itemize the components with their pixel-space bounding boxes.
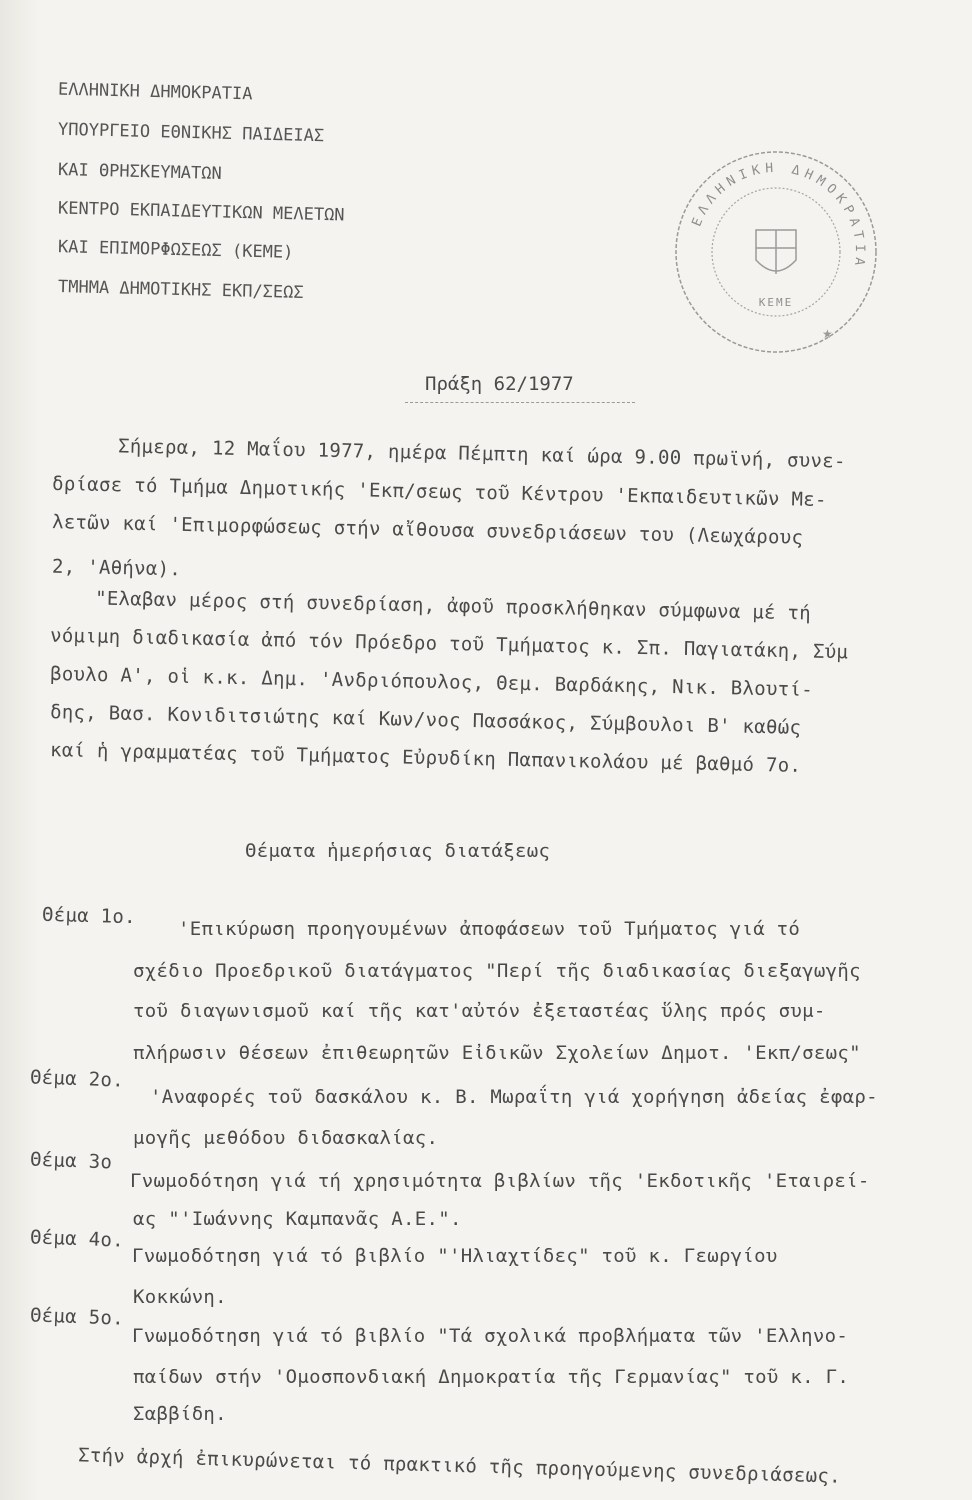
agenda-item-line: Σαββίδη. xyxy=(133,1403,227,1425)
agenda-heading: Θέματα ἡμερήσιας διατάξεως xyxy=(245,840,551,862)
agenda-item-label: Θέμα 4ο. xyxy=(29,1226,125,1252)
letterhead-line: ΚΕΝΤΡΟ ΕΚΠΑΙΔΕΥΤΙΚΩΝ ΜΕΛΕΤΩΝ xyxy=(57,198,345,226)
official-seal-stamp xyxy=(672,148,880,356)
agenda-item-line: παίδων στήν 'Ομοσπονδιακή Δημοκρατία τῆς Γερμανίας" τοῦ κ. Γ. xyxy=(133,1366,850,1388)
agenda-item-line: ας "'Ιωάννης Καμπανᾶς Α.Ε.". xyxy=(133,1208,462,1230)
svg-text:ΕΛΛΗΝΙΚΗ ΔΗΜΟΚΡΑΤΙΑ: ΕΛΛΗΝΙΚΗ ΔΗΜΟΚΡΑΤΙΑ xyxy=(689,160,868,272)
agenda-item-line: Γνωμοδότηση γιά τό βιβλίο "Τά σχολικά προβλήματα τῶν 'Ελληνο- xyxy=(132,1325,849,1347)
agenda-item-label: Θέμα 5ο. xyxy=(29,1304,125,1330)
letterhead-line: ΚΑΙ ΘΡΗΣΚΕΥΜΑΤΩΝ xyxy=(57,160,222,184)
agenda-item-label: Θέμα 3ο xyxy=(29,1148,113,1174)
letterhead-line: ΕΛΛΗΝΙΚΗ ΔΗΜΟΚΡΑΤΙΑ xyxy=(57,79,253,105)
agenda-item-line: Κοκκώνη. xyxy=(133,1286,227,1308)
paragraph-line: 2, 'Αθήνα). xyxy=(51,555,182,581)
agenda-item-label: Θέμα 2ο. xyxy=(29,1066,125,1092)
agenda-item-line: 'Επικύρωση προηγουμένων ἀποφάσεων τοῦ Τμήματος γιά τό xyxy=(178,918,801,940)
agenda-item-line: σχέδιο Προεδρικοῦ διατάγματος "Περί τῆς διαδικασίας διεξαγωγῆς xyxy=(133,960,861,982)
letterhead-line: ΥΠΟΥΡΓΕΙΟ ΕΘΝΙΚΗΣ ΠΑΙΔΕΙΑΣ xyxy=(57,119,325,147)
paragraph-line: Σήμερα, 12 Μαΐου 1977, ημέρα Πέμπτη καί ώρα 9.00 πρωϊνή, συνε- xyxy=(117,435,846,473)
scan-edge-shadow xyxy=(0,0,40,1500)
agenda-item-line: τοῦ διαγωνισμοῦ καί τῆς κατ'αὐτόν ἐξεταστέας ὕλης πρός συμ- xyxy=(133,1000,826,1022)
agenda-item-line: πλήρωσιν θέσεων ἐπιθεωρητῶν Εἰδικῶν Σχολείων Δημοτ. 'Εκπ/σεως" xyxy=(133,1042,861,1064)
agenda-item-line: μογῆς μεθόδου διδασκαλίας. xyxy=(133,1127,439,1149)
svg-text:★: ★ xyxy=(822,327,833,341)
svg-text:ΚΕΜΕ: ΚΕΜΕ xyxy=(758,296,794,309)
paragraph-line: δρίασε τό Τμήμα Δημοτικής 'Εκπ/σεως τοῦ Κέντρου 'Εκπαιδευτικῶν Με- xyxy=(51,472,827,512)
paragraph-line: νόμιμη διαδικασία ἀπό τόν Πρόεδρο τοῦ Τμήματος κ. Σπ. Παγιατάκη, Σύμ xyxy=(49,624,849,664)
title-underline xyxy=(405,402,635,403)
agenda-item-label: Θέμα 1ο. xyxy=(41,903,137,929)
paragraph-line: λετῶν καί 'Επιμορφώσεως στήν αἴθουσα συνεδριάσεων του (Λεωχάρους xyxy=(51,511,804,549)
paragraph-line: βουλο Α', οἱ κ.κ. Δημ. 'Ανδριόπουλος, Θεμ. Βαρδάκης, Νικ. Βλουτί- xyxy=(49,663,814,701)
letterhead-line: ΤΜΗΜΑ ΔΗΜΟΤΙΚΗΣ ΕΚΠ/ΣΕΩΣ xyxy=(57,277,304,303)
agenda-item-line: Γνωμοδότηση γιά τή χρησιμότητα βιβλίων τῆς 'Εκδοτικῆς 'Εταιρεί- xyxy=(130,1170,870,1192)
paragraph-line: καί ἡ γραμματέας τοῦ Τμήματος Εὐρυδίκη Παπανικολάου μέ βαθμό 7ο. xyxy=(49,739,802,777)
paragraph-line: "Ελαβαν μέρος στή συνεδρίαση, ἀφοῦ προσκλήθηκαν σύμφωνα μέ τή xyxy=(94,587,812,625)
agenda-item-line: 'Αναφορές τοῦ δασκάλου κ. Β. Μωραΐτη γιά χορήγηση ἀδείας ἐφαρ- xyxy=(150,1086,878,1108)
paragraph-line: δης, Βασ. Κονιδιτσιώτης καί Κων/νος Πασσάκος, Σύμβουλοι Β' καθώς xyxy=(49,701,802,739)
letterhead-line: ΚΑΙ ΕΠΙΜΟΡΦΩΣΕΩΣ (ΚΕΜΕ) xyxy=(57,237,294,263)
agenda-item-line: Γνωμοδότηση γιά τό βιβλίο "'Ηλιαχτίδες" τοῦ κ. Γεωργίου xyxy=(132,1245,778,1267)
act-title: Πράξη 62/1977 xyxy=(425,373,574,395)
closing-line: Στήν ἀρχή ἐπικυρώνεται τό πρακτικό τῆς προηγούμενης συνεδριάσεως. xyxy=(77,1444,842,1488)
